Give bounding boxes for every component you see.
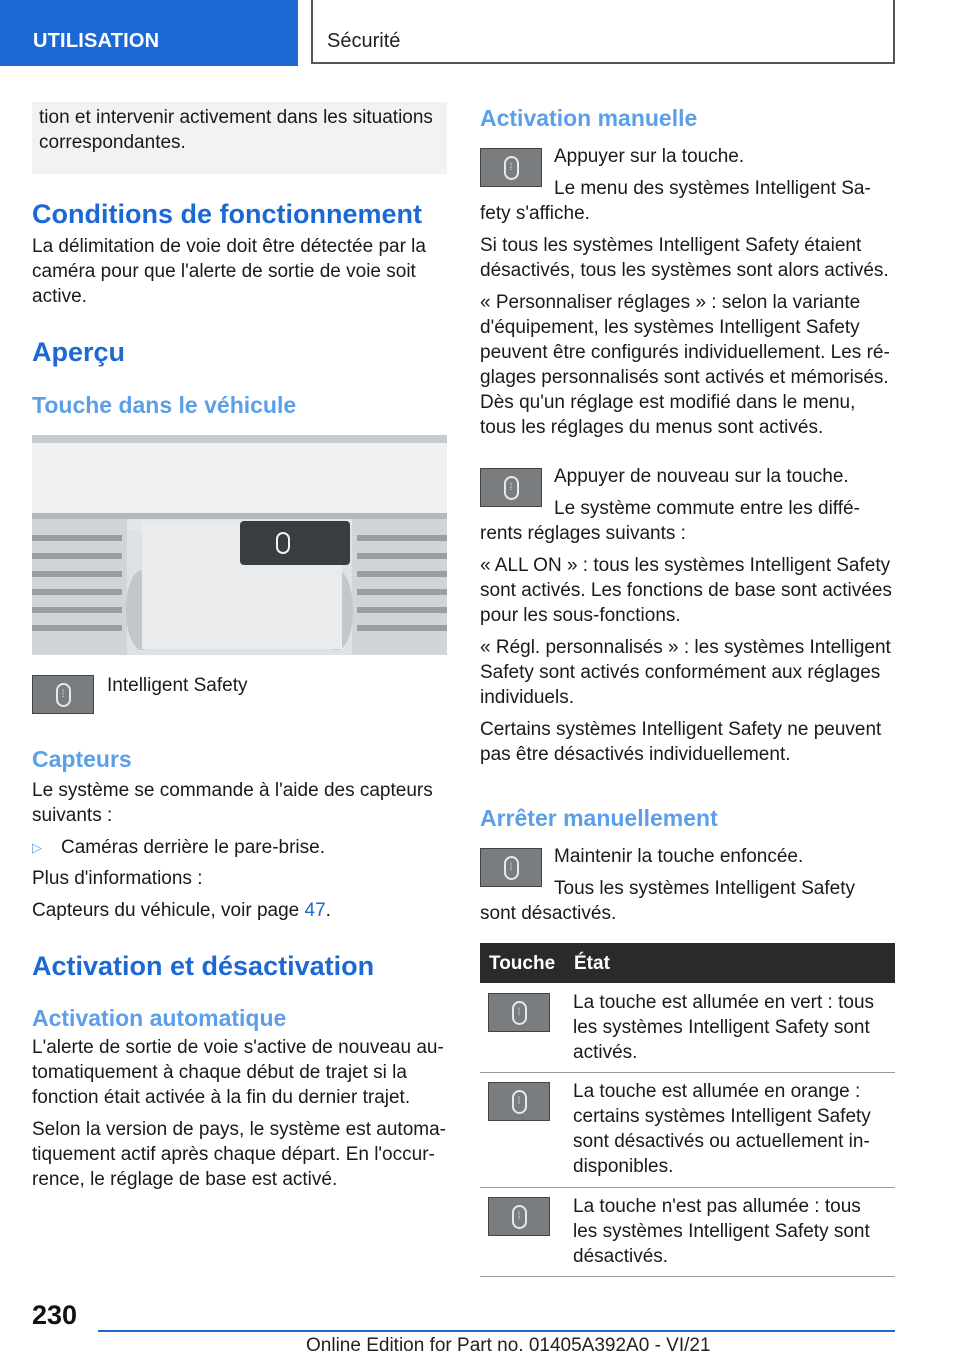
chapter-title: UTILISATION xyxy=(33,30,160,52)
conditions-text: La délimitation de voie doit être détectée par la caméra pour que l'alerte de sortie de voie soit active. xyxy=(32,236,426,307)
intelligent-safety-icon: ⁞ xyxy=(504,156,519,180)
heading-capteurs: Capteurs xyxy=(32,746,132,772)
intelligent-safety-icon: ⁞ xyxy=(504,856,519,880)
heading-manuelle: Activation manuelle xyxy=(480,105,698,131)
auto-text-1: L'alerte de sortie de voie s'active de nouveau au-tomatiquement à chaque début de trajet si la fonction était activée à la fin du dernier trajet. xyxy=(32,1037,444,1108)
step1-text-a: Appuyer sur la touche. xyxy=(554,146,745,167)
button-green xyxy=(488,993,550,1032)
heading-arreter: Arrêter manuellement xyxy=(480,805,718,831)
step3-text-a: Maintenir la touche enfoncée. xyxy=(554,846,804,867)
heading-apercu-wrap xyxy=(32,336,125,368)
auto-text-2: Selon la version de pays, le système est automa-tiquement actif après chaque départ. En l'occur-rence, le réglage de base est activé. xyxy=(32,1119,446,1190)
section-conditions xyxy=(32,198,447,309)
step3-text-b: Tous les systèmes Intelligent Safety sont désactivés. xyxy=(480,878,855,924)
capteurs-text: Le système se commande à l'aide des capteurs suivants : xyxy=(32,780,433,826)
section-capteurs xyxy=(32,745,447,923)
heading-arreter-wrap xyxy=(480,804,718,832)
row-text: La touche n'est pas allumée : tous les systèmes Intelligent Safety sont désactivés. xyxy=(573,1196,870,1267)
step2-text-b: Le système commute entre les diffé-rents réglages suivants : xyxy=(480,498,860,544)
edition-text: Online Edition for Part no. 01405A392A0 - VI/21 xyxy=(306,1335,711,1356)
chapter-tab[interactable] xyxy=(0,0,298,66)
certains-text: Certains systèmes Intelligent Safety ne peuvent pas être désactivés individuellement. xyxy=(480,719,882,765)
heading-apercu: Aperçu xyxy=(32,337,126,367)
heading-touche-wrap xyxy=(32,391,296,419)
table-row xyxy=(480,983,895,1073)
list-item xyxy=(32,835,447,860)
page-number: 230 xyxy=(32,1300,78,1330)
row-text: La touche est allumée en orange : certains systèmes Intelligent Safety sont désactivés ou actuellement in-disponibles. xyxy=(573,1081,871,1177)
heading-conditions: Conditions de fonctionnement xyxy=(32,199,422,229)
section-title: Sécurité xyxy=(327,30,401,52)
si-text: Si tous les systèmes Intelligent Safety étaient désactivés, tous les systèmes sont alors activés. xyxy=(480,235,889,281)
vehicle-button-photo xyxy=(32,435,447,655)
see-page-suffix: . xyxy=(325,900,331,921)
heading-auto: Activation automatique xyxy=(32,1005,287,1031)
intelligent-safety-icon: ⁞ xyxy=(512,1205,527,1229)
intelligent-safety-button[interactable] xyxy=(32,675,94,714)
footer-rule xyxy=(98,1330,895,1332)
step2-text-a: Appuyer de nouveau sur la touche. xyxy=(554,466,849,487)
col-etat: État xyxy=(574,953,610,974)
step1 xyxy=(480,144,895,440)
step2 xyxy=(480,464,895,767)
note-text: tion et intervenir activement dans les situations correspondantes. xyxy=(39,107,433,153)
more-info-label: Plus d'informations : xyxy=(32,868,203,889)
step3 xyxy=(480,844,895,926)
heading-manuelle-wrap xyxy=(480,104,697,132)
triangle-bullet-icon: ▷ xyxy=(32,840,42,855)
bullet-text: Caméras derrière le pare-brise. xyxy=(61,837,325,858)
intelligent-safety-icon: ⁞ xyxy=(56,683,71,707)
table-row xyxy=(480,1072,895,1188)
regl-text: « Régl. personnalisés » : les systèmes Intelligent Safety sont activés conformément aux réglages individuels. xyxy=(480,637,891,708)
table-row xyxy=(480,1187,895,1277)
section-activation xyxy=(32,950,447,1192)
allon-text: « ALL ON » : tous les systèmes Intelligent Safety sont activés. Les fonctions de base sont activées pour les sous-fonctions. xyxy=(480,555,892,626)
section-header xyxy=(311,0,895,64)
console-illustration xyxy=(32,435,447,655)
button-orange xyxy=(488,1082,550,1121)
see-page-text xyxy=(32,898,447,923)
heading-touche-vehicule: Touche dans le véhicule xyxy=(32,392,297,418)
heading-activation: Activation et désactivation xyxy=(32,951,375,981)
col-touche: Touche xyxy=(489,953,556,974)
row-text: La touche est allumée en vert : tous les systèmes Intelligent Safety sont activés. xyxy=(573,992,875,1063)
see-page-prefix: Capteurs du véhicule, voir page xyxy=(32,900,305,921)
button-off xyxy=(488,1197,550,1236)
step1-text-b: Le menu des systèmes Intelligent Sa-fety s'affiche. xyxy=(480,178,871,224)
button-label: Intelligent Safety xyxy=(107,675,248,696)
continued-note xyxy=(32,102,447,174)
table-header xyxy=(480,943,895,983)
page-link[interactable]: 47 xyxy=(304,900,326,921)
perso-text: « Personnaliser réglages » : selon la variante d'équipement, les systèmes Intelligent Safety peuvent être configurés individuellement. Les ré-glages personnalisés sont activés et mémorisés. Dès qu'un réglage est modifié dans le menu, tous les réglages du menus sont activés. xyxy=(480,292,890,438)
intelligent-safety-icon: ⁞ xyxy=(512,1001,527,1025)
intelligent-safety-icon: ⁞ xyxy=(504,476,519,500)
intelligent-safety-icon: ⁞ xyxy=(512,1090,527,1114)
